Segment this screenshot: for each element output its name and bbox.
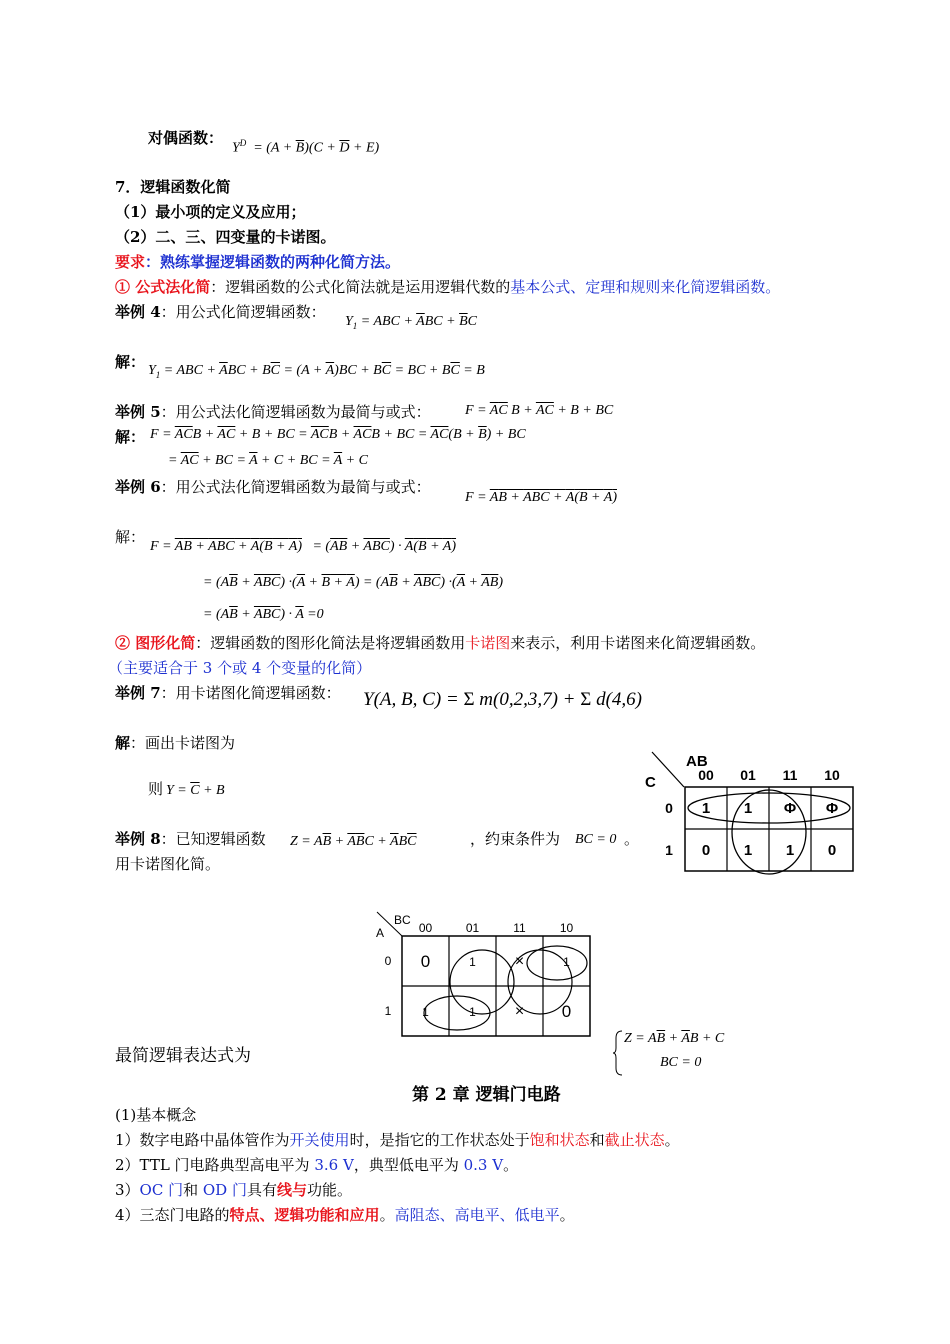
kmap-1-cell: 1 (743, 842, 753, 859)
example-8-condition: BC = 0 (575, 832, 617, 847)
karnaugh-map-1 (640, 750, 860, 875)
example-8-text-a: ：已知逻辑函数 (160, 830, 266, 848)
example-4-solution: $Y_1$ = ABC + $\overline{A}BC + B\overline{C} = (A + \overline{A})BC + B\overline{C}$ = BC + $B\overline{C} = B$ (148, 363, 485, 380)
kmap-2-loop-c2 (508, 950, 572, 1014)
example-6-expression: F = AB + ABC + A(B + A) (465, 490, 617, 505)
kmap-2-cell: × (514, 1003, 525, 1020)
kmap-2-cell: 1 (469, 955, 476, 969)
example-6-solution-line-1: F = AB + ABC + $A(B + A) = (AB + \overline{ABC}) \cdot A(B + A)$ (150, 539, 457, 554)
kmap-1-row-label: 0 (665, 800, 673, 816)
karnaugh-map-2 (372, 910, 597, 1040)
example-4-label: 举例 4 (115, 303, 161, 321)
example-5-text: ：用公式法化简逻辑函数为最简与或式： (160, 403, 431, 421)
requirement-label: 要求 (115, 253, 146, 271)
method-1-highlight: 基本公式、定理和规则来化简逻辑函数。 (510, 278, 781, 296)
dual-label: 对偶函数： (148, 129, 224, 147)
example-8-expression: $Z = A\overline{B} + \overline{A}\overline{B}C + \overline{A}B\overline{C}$ (290, 834, 417, 849)
kmap-1-cell: 1 (785, 842, 795, 859)
kmap-2-row-label: 1 (384, 1004, 392, 1018)
example-7-line (115, 682, 341, 703)
kmap-2-cell: × (514, 953, 525, 970)
section-7-item-2: （2）二、三、四变量的卡诺图。 (115, 228, 336, 246)
requirement-text: ：熟练掌握逻辑函数的两种化简方法。 (145, 253, 401, 271)
example-8-label: 举例 8 (115, 830, 161, 848)
method-2-text-end: 来表示，利用卡诺图来化简逻辑函数。 (510, 634, 766, 652)
kmap-1-cell: 1 (701, 800, 711, 817)
kmap-2-corner-top: BC (394, 913, 411, 927)
kmap-1-diagonal (652, 752, 684, 787)
example-4-line (115, 301, 326, 322)
kmap-2-cell: 0 (420, 952, 431, 971)
example-4-solution-label: 解： (115, 353, 146, 371)
example-6-label: 举例 6 (115, 478, 161, 496)
kmap-2-col-label: 01 (465, 921, 480, 935)
example-6-text: ：用公式法化简逻辑函数为最简与或式： (160, 478, 431, 496)
kmap-1-col-label: 01 (740, 767, 756, 783)
example-7-solution-label: 解 (115, 734, 131, 752)
section-7-item-1: （1）最小项的定义及应用； (115, 203, 306, 221)
example-7-then: 则 (148, 780, 164, 798)
example-5-solution-line-1: $F = \overline{AC}B + \overline{AC} + B$ + BC = $\overline{AC}B + \overline{AC}B$ + BC = $\overline{AC}(B + \overline{B})$ + BC (150, 427, 526, 442)
kmap-2-cell: 1 (422, 1005, 429, 1019)
kmap-2-corner-left: A (376, 926, 385, 940)
chapter-2-title: 第 2 章 逻辑门电路 (412, 1085, 561, 1105)
section-7-heading: 7．逻辑函数化简 (115, 178, 231, 196)
example-7-result: $Y = \overline{C} + B$ (166, 783, 225, 798)
method-1-text: ：逻辑函数的公式化简法就是运用逻辑代数的 (210, 278, 511, 296)
kmap-2-cell: 1 (563, 955, 570, 969)
example-8-text-c: 。 (624, 830, 640, 848)
method-1-label: ① 公式法化简 (115, 278, 211, 296)
example-5-line (115, 401, 431, 422)
chapter-2-item-4: 4）三态门电路的特点、逻辑功能和应用。高阻态、高电平、低电平。 (115, 1206, 575, 1224)
example-4-expression: $Y_1$ = ABC + $\overline{A}BC + \overline{B}C$ (345, 314, 477, 331)
kmap-1-col-label: 11 (782, 767, 798, 783)
example-7-label: 举例 7 (115, 684, 161, 702)
example-5-label: 举例 5 (115, 403, 161, 421)
example-5-solution-line-2: = $\overline{AC}$ + BC = $\overline{A} + C$ + BC = $\overline{A} + C$ (168, 453, 368, 468)
kmap-2-col-label: 00 (418, 921, 433, 935)
kmap-1-cell: Φ (783, 800, 797, 817)
example-8-line (115, 828, 266, 849)
example-6-solution-line-3: = $(A\overline{B} + \overline{ABC}) \cdot \overline{A} =0$ (203, 607, 324, 622)
method-2-label: ② 图形化简 (115, 634, 196, 652)
example-6-solution-line-2: = $(A\overline{B} + \overline{ABC}) \cdot(\overline{A} + B + A) = (A\overline{B} + \overline{ABC}) \cdot(\overline{A} + \overline{A}\overline{B})$ (203, 575, 504, 590)
chapter-2-item-3: 3）OC 门和 OD 门具有线与功能。 (115, 1181, 353, 1199)
method-2-note: （主要适合于 3 个或 4 个变量的化简） (108, 659, 372, 677)
kmap-1-cell: 0 (701, 842, 711, 859)
result-label: 最简逻辑表达式为 (115, 1046, 251, 1066)
kmap-2-loop-c1 (450, 950, 514, 1014)
kmap-2-loop-ab2 (527, 946, 587, 980)
kmap-2-cell: 0 (561, 1002, 572, 1021)
method-1-line (115, 276, 780, 297)
kmap-2-cell: 1 (469, 1005, 476, 1019)
kmap-1-col-label: 10 (824, 767, 840, 783)
example-7-solution-text: ：画出卡诺图为 (130, 734, 236, 752)
example-6-line (115, 476, 431, 497)
kmap-2-col-label: 10 (559, 921, 574, 935)
dual-expression: $Y^D = (A + \overline{B})(C + \overline{D} + E)$ (232, 138, 380, 156)
example-8-text-b: ，约束条件为 (470, 830, 561, 848)
example-5-solution-label: 解： (115, 428, 146, 446)
example-5-expression: F = AC B + AC + B + BC (465, 403, 614, 418)
kmap-1-cell: 0 (827, 842, 837, 859)
kmap-1-cell: 1 (743, 800, 753, 817)
kmap-2-row-label: 0 (384, 954, 392, 968)
example-6-solution-label: 解： (115, 528, 146, 546)
chapter-2-item-1: 1）数字电路中晶体管作为开关使用时，是指它的工作状态处于饱和状态和截止状态。 (115, 1131, 680, 1149)
method-2-line (115, 632, 765, 653)
example-4-text: ：用公式化简逻辑函数： (160, 303, 326, 321)
kmap-1-col-label: 00 (698, 767, 714, 783)
kmap-1-corner-top: AB (686, 753, 708, 770)
kmap-1-row-label: 1 (665, 842, 673, 858)
result-line-1: $Z = A\overline{B} + \overline{A}B + C$ (624, 1031, 725, 1046)
kmap-2-col-label: 11 (513, 921, 526, 935)
kmap-1-corner-left: C (645, 774, 656, 791)
requirement-line (115, 251, 400, 272)
result-line-2: BC = 0 (660, 1055, 702, 1070)
chapter-2-subheading: (1)基本概念 (115, 1106, 197, 1124)
chapter-2-item-2: 2）TTL 门电路典型高电平为 3.6 V，典型低电平为 0.3 V。 (115, 1156, 519, 1174)
method-2-kmap-term: 卡诺图 (465, 634, 511, 652)
kmap-1-cell: Φ (825, 800, 839, 817)
example-8-line-2: 用卡诺图化简。 (115, 855, 221, 873)
example-7-expression: Y(A, B, C) = Σ m(0,2,3,7) + Σ d(4,6) (363, 689, 642, 710)
example-7-text: ：用卡诺图化简逻辑函数： (160, 684, 341, 702)
result-brace (612, 1030, 624, 1076)
example-7-solution (115, 732, 235, 753)
method-2-text: ：逻辑函数的图形化简法是将逻辑函数用 (195, 634, 466, 652)
